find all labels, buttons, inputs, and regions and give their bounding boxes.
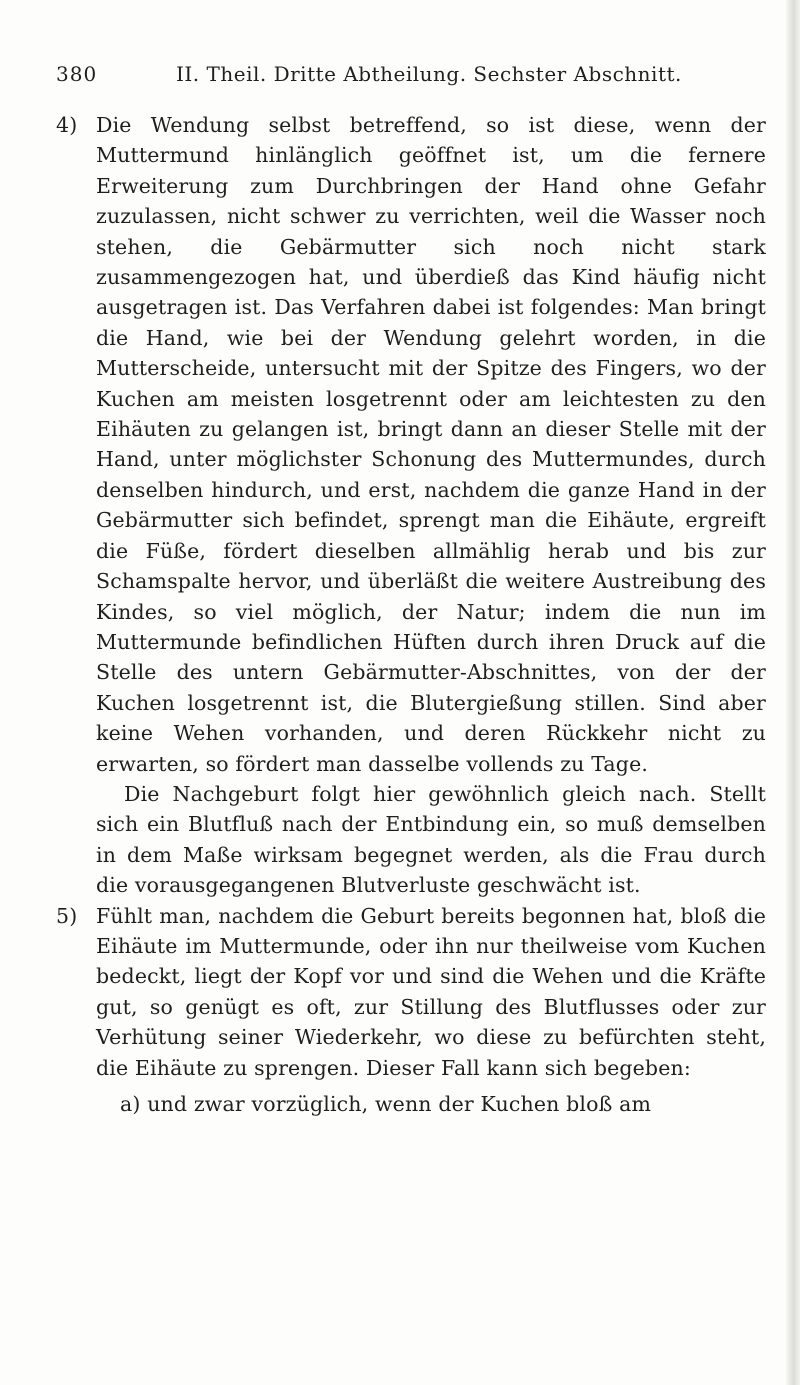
page-number: 380 xyxy=(56,62,98,86)
sub-item-text: und zwar vorzüglich, wenn der Kuchen bloß am xyxy=(147,1092,652,1116)
sub-item-label: a) xyxy=(120,1092,141,1116)
paragraph-number: 5) xyxy=(56,903,78,928)
numbered-paragraph-4 xyxy=(56,110,766,779)
paragraph-number: 4) xyxy=(56,113,78,137)
page-body xyxy=(56,110,766,1119)
paragraph-text: Fühlt man, nachdem die Geburt bereits begonnen hat, bloß die Eihäute im Muttermunde, oder ihn nur theilweise vom Kuchen bedeckt, liegt der Kopf vor und sind die Wehen und die Kräfte gut, so genügt es oft, zur Stillung des Blutflusses oder zur Verhütung seiner Wiederkehr, wo diese zu befürchten steht, die Eihäute zu sprengen. Dieser Fall kann sich begeben: xyxy=(96,903,766,1080)
paragraph-text: Die Wendung selbst betreffend, so ist diese, wenn der Muttermund hinlänglich geöffnet ist, um die fernere Erweiterung zum Durchbringen der Hand ohne Gefahr zuzulassen, nicht schwer zu verrichten, weil die Wasser noch stehen, die Gebärmutter sich noch nicht stark zusammengezogen hat, und überdieß das Kind häufig nicht ausgetragen ist. Das Verfahren dabei ist folgendes: Man bringt die Hand, wie bei der Wendung gelehrt worden, in die Mutterscheide, untersucht mit der Spitze des Fingers, wo der Kuchen am meisten losgetrennt oder am leichtesten zu den Eihäuten zu gelangen ist, bringt dann an dieser Stelle mit der Hand, unter möglichster Schonung des Muttermundes, durch denselben hindurch, und erst, nachdem die ganze Hand in der Gebärmutter sich befindet, sprengt man die Eihäute, ergreift die Füße, fördert dieselben allmählig herab und bis zur Schamspalte hervor, und überläßt die weitere Austreibung des Kindes, so viel möglich, der Natur; indem die nun im Muttermunde befindlichen Hüften durch ihren Druck auf die Stelle des untern Gebärmutter-Abschnittes, von der der Kuchen losgetrennt ist, die Blutergießung stillen. Sind aber keine Wehen vorhanden, und deren Rückkehr nicht zu erwarten, so fördert man dasselbe vollends zu Tage. xyxy=(96,113,766,776)
running-title: II. Theil. Dritte Abtheilung. Sechster Abschnitt. xyxy=(176,62,682,86)
paragraph-text: Die Nachgeburt folgt hier gewöhnlich gleich nach. Stellt sich ein Blutfluß nach der Entbindung ein, so muß demselben in dem Maße wirksam begegnet werden, als die Frau durch die vorausgegangenen Blutverluste geschwächt ist. xyxy=(96,781,766,898)
page-edge xyxy=(786,0,800,1385)
page-header xyxy=(56,62,756,94)
numbered-paragraph-5 xyxy=(56,901,766,1083)
sub-item-a xyxy=(56,1089,766,1119)
continuation-paragraph xyxy=(56,779,766,901)
